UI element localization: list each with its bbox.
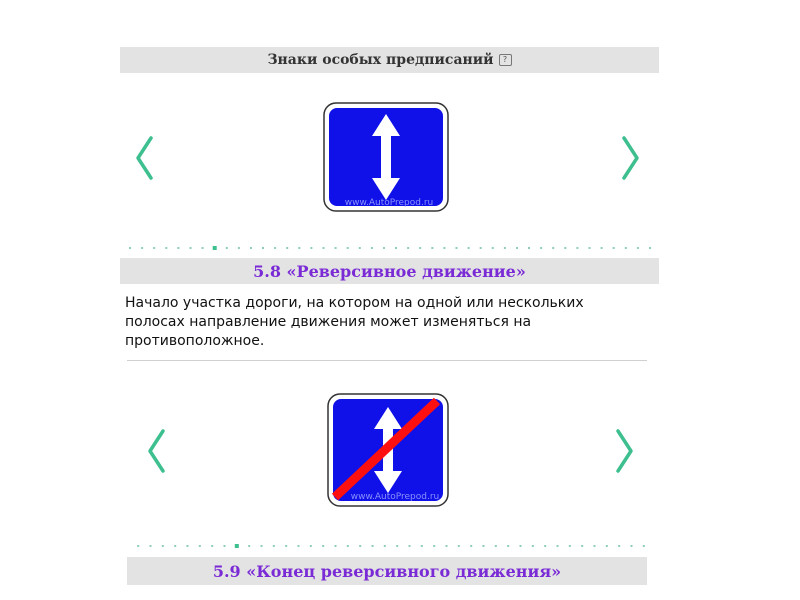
pager-dot[interactable] [456, 247, 458, 249]
sign-title: 5.8 «Реверсивное движение» [120, 258, 659, 284]
pager-dot[interactable] [224, 545, 226, 547]
pager-dot[interactable] [421, 545, 423, 547]
pager-dot[interactable] [581, 545, 583, 547]
pager-dot[interactable] [643, 545, 645, 547]
pager-dot[interactable] [520, 545, 522, 547]
pager-dot[interactable] [576, 247, 578, 249]
sign-description: Начало участка дороги, на котором на одной или нескольких полосах направление движения может изменяться на противоположное. [125, 295, 584, 349]
pager-dot[interactable] [552, 247, 554, 249]
pager-dot[interactable] [618, 545, 620, 547]
pager-dot[interactable] [396, 545, 398, 547]
pager-dot[interactable] [150, 545, 152, 547]
pager-dot[interactable] [383, 247, 385, 249]
pager-dot[interactable] [606, 545, 608, 547]
pager-dot[interactable] [649, 247, 651, 249]
pager-dot[interactable] [335, 247, 337, 249]
pager-dot[interactable] [129, 247, 131, 249]
previous-slide-arrow-icon[interactable] [145, 428, 167, 474]
pager-dot[interactable] [298, 545, 300, 547]
pager-dot[interactable] [165, 247, 167, 249]
pager-dot[interactable] [495, 545, 497, 547]
pager-dot[interactable] [162, 545, 164, 547]
pager-dot[interactable] [540, 247, 542, 249]
pager-dot[interactable] [323, 247, 325, 249]
pager-dot[interactable] [274, 247, 276, 249]
next-slide-arrow-icon[interactable] [620, 135, 642, 181]
pager-dot[interactable] [310, 545, 312, 547]
pager-dot[interactable] [458, 545, 460, 547]
pager-dot[interactable] [431, 247, 433, 249]
pager-dot[interactable] [174, 545, 176, 547]
section-title: Знаки особых предписаний [267, 52, 494, 68]
pager-dot[interactable] [347, 247, 349, 249]
pager-dot[interactable] [359, 247, 361, 249]
pager-dot[interactable] [569, 545, 571, 547]
pager-dot[interactable] [409, 545, 411, 547]
pager-dot[interactable] [141, 247, 143, 249]
pager-dot[interactable] [528, 247, 530, 249]
pager-dot[interactable] [480, 247, 482, 249]
pager-dot[interactable] [359, 545, 361, 547]
pager-dot[interactable] [250, 247, 252, 249]
pager-dot[interactable] [261, 545, 263, 547]
pager-dot[interactable] [492, 247, 494, 249]
pager-dot[interactable] [470, 545, 472, 547]
pager-dot[interactable] [446, 545, 448, 547]
section-header [120, 47, 659, 73]
pager-dot[interactable] [202, 247, 204, 249]
pager-dot[interactable] [273, 545, 275, 547]
sign-title: 5.9 «Конец реверсивного движения» [127, 557, 647, 585]
pager-dot[interactable] [248, 545, 250, 547]
pager-dot[interactable] [285, 545, 287, 547]
pager-dot[interactable] [564, 247, 566, 249]
pager-dot-active[interactable] [235, 544, 239, 548]
pager-dot[interactable] [137, 545, 139, 547]
pager-dot[interactable] [504, 247, 506, 249]
pager-dot[interactable] [371, 247, 373, 249]
pager-dot[interactable] [310, 247, 312, 249]
pager-dot-active[interactable] [213, 246, 217, 250]
pager-dot[interactable] [211, 545, 213, 547]
sign-watermark: www.AutoPrepod.ru [350, 492, 440, 502]
pager-dot[interactable] [372, 545, 374, 547]
pager-dot[interactable] [601, 247, 603, 249]
pager-dot[interactable] [516, 247, 518, 249]
pager-dot[interactable] [347, 545, 349, 547]
pager-dot[interactable] [613, 247, 615, 249]
pager-dot[interactable] [199, 545, 201, 547]
help-icon[interactable]: ? [499, 54, 512, 66]
pager-dot[interactable] [384, 545, 386, 547]
pager-dot[interactable] [594, 545, 596, 547]
pager-dot[interactable] [532, 545, 534, 547]
pager-dot[interactable] [419, 247, 421, 249]
pager-dot[interactable] [286, 247, 288, 249]
pager-dot[interactable] [625, 247, 627, 249]
pager-dot[interactable] [637, 247, 639, 249]
pager-dot[interactable] [589, 247, 591, 249]
slide-pager[interactable] [132, 543, 650, 549]
pager-dot[interactable] [395, 247, 397, 249]
pager-dot[interactable] [238, 247, 240, 249]
pager-dot[interactable] [468, 247, 470, 249]
pager-dot[interactable] [226, 247, 228, 249]
pager-dot[interactable] [544, 545, 546, 547]
slide-pager[interactable] [124, 245, 656, 251]
next-slide-arrow-icon[interactable] [614, 428, 636, 474]
pager-dot[interactable] [177, 247, 179, 249]
pager-dot[interactable] [443, 247, 445, 249]
pager-dot[interactable] [322, 545, 324, 547]
pager-dot[interactable] [190, 247, 192, 249]
pager-dot[interactable] [262, 247, 264, 249]
pager-dot[interactable] [407, 247, 409, 249]
divider [127, 360, 647, 361]
pager-dot[interactable] [631, 545, 633, 547]
pager-dot[interactable] [507, 545, 509, 547]
reversible-traffic-sign-icon [323, 102, 449, 212]
pager-dot[interactable] [483, 545, 485, 547]
pager-dot[interactable] [153, 247, 155, 249]
pager-dot[interactable] [335, 545, 337, 547]
sign-watermark: www.AutoPrepod.ru [344, 198, 434, 208]
previous-slide-arrow-icon[interactable] [133, 135, 155, 181]
pager-dot[interactable] [557, 545, 559, 547]
pager-dot[interactable] [187, 545, 189, 547]
pager-dot[interactable] [298, 247, 300, 249]
end-of-reversible-traffic-sign-icon [327, 393, 449, 507]
pager-dot[interactable] [433, 545, 435, 547]
